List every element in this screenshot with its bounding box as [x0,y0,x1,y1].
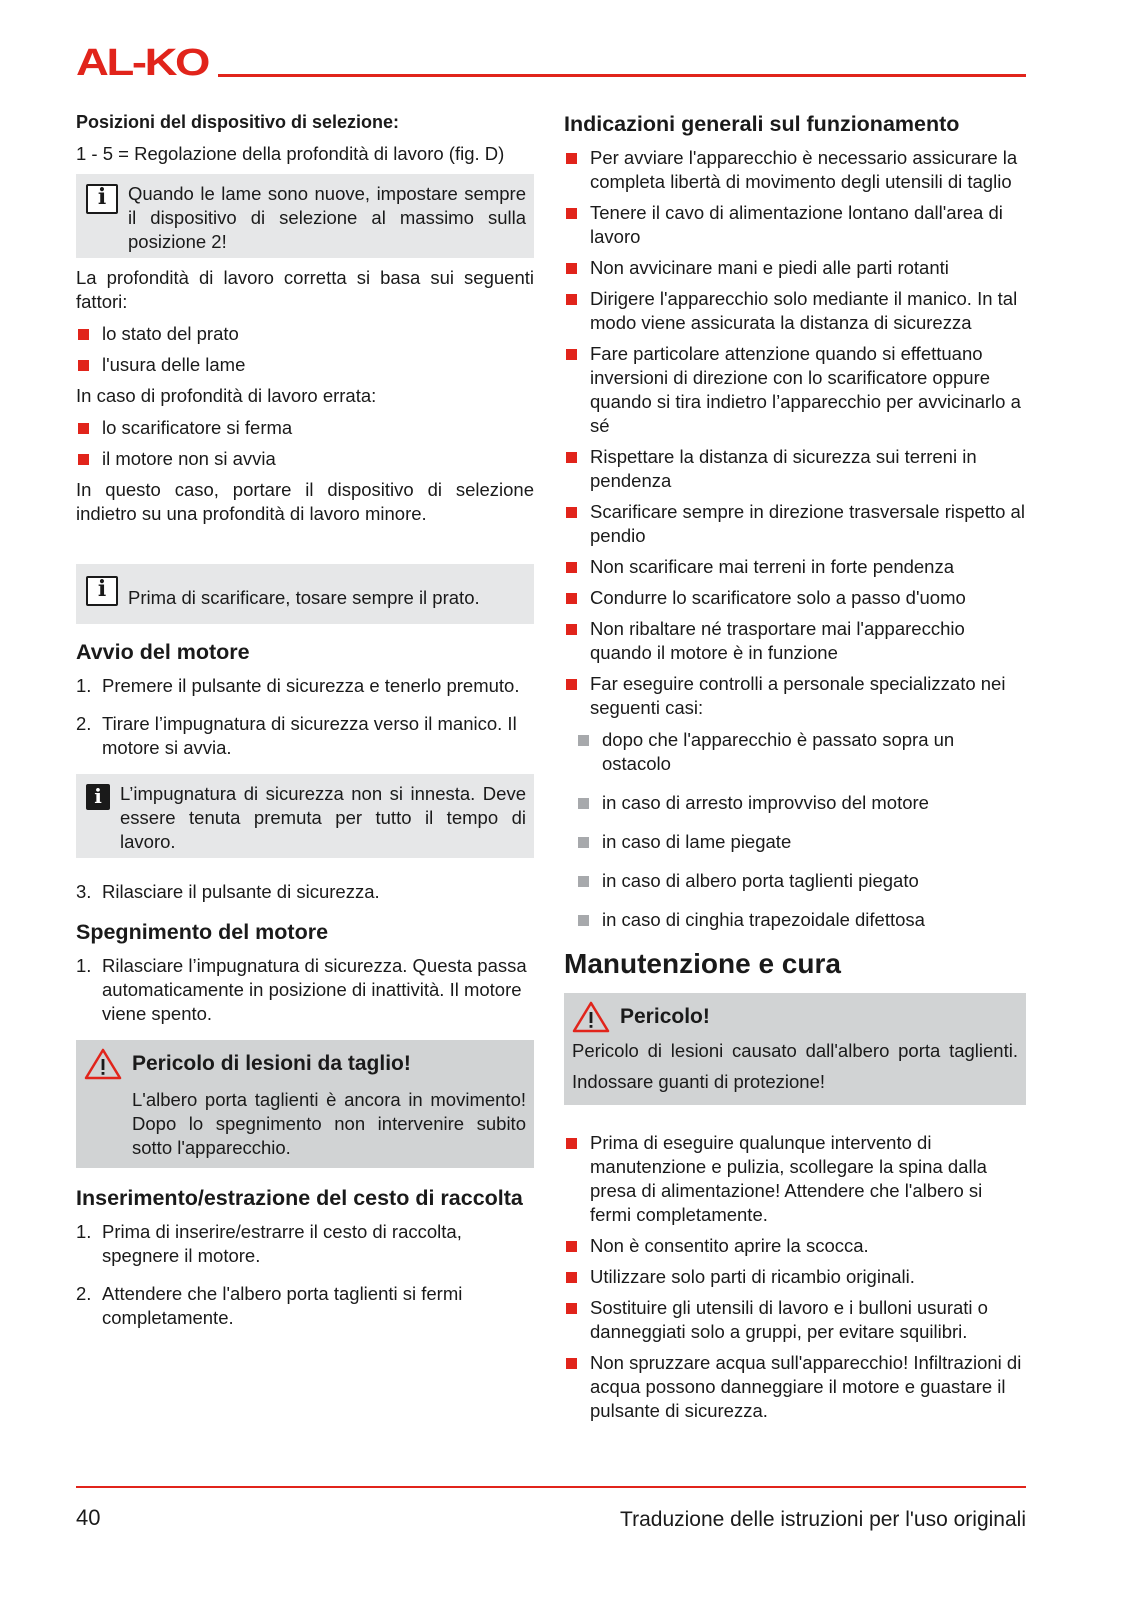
section-title-general: Indicazioni generali sul funzionamento [564,112,960,136]
factors-list [76,322,534,377]
selector-desc: 1 - 5 = Regolazione della profondità di lavoro (fig. D) [76,143,505,164]
section-title-basket: Inserimento/estrazione del cesto di raccolta [76,1186,523,1210]
check-list [576,728,1026,932]
warning-triangle-icon [84,1048,122,1080]
list-item: Non scarificare mai terreni in forte pendenza [564,555,1026,579]
list-item: Tenere il cavo di alimentazione lontano dall'area di lavoro [564,201,1026,249]
info-icon: i [84,182,120,214]
list-item: Sostituire gli utensili di lavoro e i bulloni usurati o danneggiati solo a gruppi, per evitare squilibri. [564,1296,1026,1344]
logo-text: AL-KO [76,44,209,80]
list-item: Non spruzzare acqua sull'apparecchio! Infiltrazioni di acqua possono danneggiare il motore e guastare il pulsante di sicurezza. [564,1351,1026,1423]
list-item: in caso di albero porta taglienti piegato [576,869,1026,893]
list-item: Non ribaltare né trasportare mai l'apparecchio quando il motore è in funzione [564,617,1026,665]
step-item: 1. Premere il pulsante di sicurezza e tenerlo premuto. [76,675,520,696]
list-item: lo scarificatore si ferma [76,416,534,440]
selector-title: Posizioni del dispositivo di selezione: [76,112,400,132]
list-item: Rispettare la distanza di sicurezza sui terreni in pendenza [564,445,1026,493]
info-icon: i [84,574,120,606]
step-item: 1. Rilasciare l’impugnatura di sicurezza. Questa passa automaticamente in posizione di inattività. Il motore viene spento. [76,955,527,1024]
danger-title: Pericolo! [620,1005,710,1028]
list-item: Fare particolare attenzione quando si effettuano inversioni di direzione con lo scarificatore oppure quando si tira indietro l’apparecchio per avvicinarlo a sé [564,342,1026,438]
list-item: Dirigere l'apparecchio solo mediante il manico. In tal modo viene assicurata la distanza di sicurezza [564,287,1026,335]
list-item: Non avvicinare mani e piedi alle parti rotanti [564,256,1026,280]
list-item: Far eseguire controlli a personale specializzato nei seguenti casi: [564,672,1026,720]
list-item: lo stato del prato [76,322,534,346]
step-item: 1. Prima di inserire/estrarre il cesto di raccolta, spegnere il motore. [76,1221,462,1266]
list-item: l'usura delle lame [76,353,534,377]
list-item: Scarificare sempre in direzione trasversale rispetto al pendio [564,500,1026,548]
stop-steps [76,954,534,1026]
general-list [564,146,1026,720]
list-item: Condurre lo scarificatore solo a passo d'uomo [564,586,1026,610]
step-item: 2. Tirare l’impugnatura di sicurezza verso il manico. Il motore si avvia. [76,713,517,758]
info-note-text: Prima di scarificare, tosare sempre il prato. [128,587,480,608]
right-column [564,110,1026,1430]
step-item: 3. Rilasciare il pulsante di sicurezza. [76,881,380,902]
info-note [76,774,534,858]
section-title-start: Avvio del motore [76,640,250,664]
warning-title: Pericolo di lesioni da taglio! [132,1052,411,1075]
start-steps [76,674,534,760]
section-title-maintenance: Manutenzione e cura [564,948,841,979]
left-column [76,110,534,1344]
step-item: 2. Attendere che l'albero porta taglienti si fermi completamente. [76,1283,463,1328]
wrong-intro: In caso di profondità di lavoro errata: [76,385,377,406]
list-item: in caso di arresto improvviso del motore [576,791,1026,815]
list-item: il motore non si avvia [76,447,534,471]
list-item: Prima di eseguire qualunque intervento di manutenzione e pulizia, scollegare la spina dalla presa di alimentazione! Attendere che l'albero si fermi completamente. [564,1131,1026,1227]
wrong-list [76,416,534,471]
alko-logo [76,44,210,80]
list-item: in caso di cinghia trapezoidale difettosa [576,908,1026,932]
list-item: Per avviare l'apparecchio è necessario assicurare la completa libertà di movimento degli utensili di taglio [564,146,1026,194]
wrong-fix: In questo caso, portare il dispositivo di selezione indietro su una profondità di lavoro minore. [76,479,534,524]
list-item: Non è consentito aprire la scocca. [564,1234,1026,1258]
warning-box [76,1040,534,1168]
start-steps-cont [76,880,534,904]
list-item: dopo che l'apparecchio è passato sopra un ostacolo [576,728,1026,776]
depth-intro: La profondità di lavoro corretta si basa sui seguenti fattori: [76,267,534,312]
page-number: 40 [76,1505,101,1530]
warning-text: L'albero porta taglienti è ancora in movimento! Dopo lo spegnimento non intervenire subito sotto l'apparecchio. [132,1089,526,1158]
list-item: in caso di lame piegate [576,830,1026,854]
info-icon: i [84,782,112,814]
warning-triangle-icon [572,1001,610,1033]
danger-text: Pericolo di lesioni causato dall'albero porta taglienti. Indossare guanti di protezione! [572,1040,1018,1092]
info-note [76,174,534,258]
header-rule [218,74,1026,77]
section-title-stop: Spegnimento del motore [76,920,329,944]
info-note [76,564,534,624]
list-item: Utilizzare solo parti di ricambio originali. [564,1265,1026,1289]
danger-box [564,993,1026,1105]
footer-text: Traduzione delle istruzioni per l'uso originali [620,1508,1026,1531]
info-note-text: Quando le lame sono nuove, impostare sempre il dispositivo di selezione al massimo sulla posizione 2! [128,183,526,252]
maintenance-list [564,1131,1026,1423]
basket-steps [76,1220,534,1330]
footer-rule [76,1486,1026,1488]
info-note-text: L’impugnatura di sicurezza non si innesta. Deve essere tenuta premuta per tutto il tempo di lavoro. [120,783,526,852]
